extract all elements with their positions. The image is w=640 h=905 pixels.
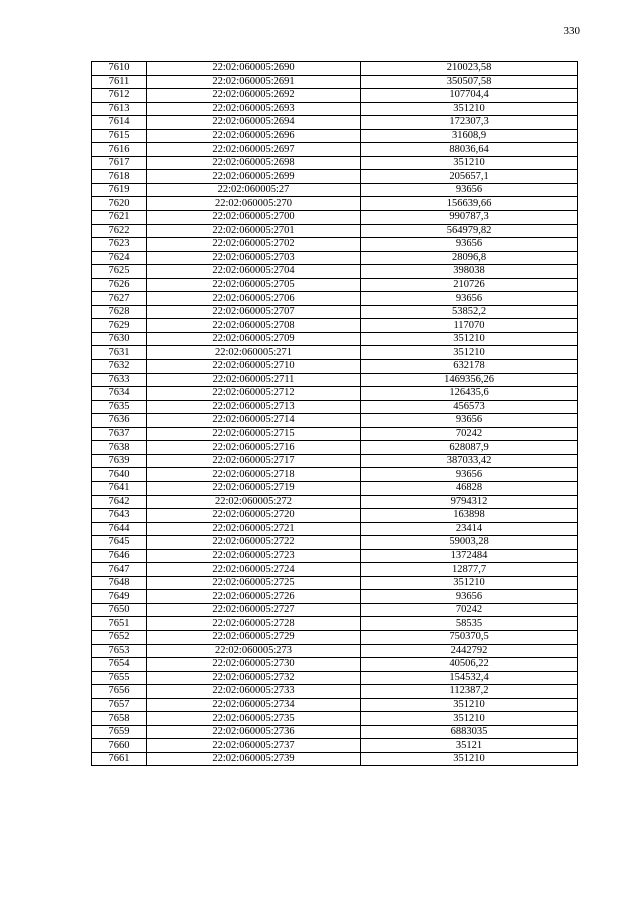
cadastral-number-cell: 22:02:060005:2732 (147, 671, 361, 685)
row-number-cell: 7611 (92, 75, 147, 89)
table-row (92, 658, 578, 672)
row-number-cell: 7628 (92, 305, 147, 319)
cadastral-number-cell: 22:02:060005:2727 (147, 603, 361, 617)
table-row (92, 305, 578, 319)
table-row (92, 563, 578, 577)
table-row (92, 265, 578, 279)
value-cell: 93656 (361, 468, 578, 482)
row-number-cell: 7614 (92, 116, 147, 130)
value-cell: 112387,2 (361, 685, 578, 699)
table-row (92, 522, 578, 536)
cadastral-number-cell: 22:02:060005:2699 (147, 170, 361, 184)
table-row (92, 468, 578, 482)
row-number-cell: 7623 (92, 238, 147, 252)
table-row (92, 644, 578, 658)
row-number-cell: 7653 (92, 644, 147, 658)
value-cell: 351210 (361, 346, 578, 360)
table-row (92, 454, 578, 468)
row-number-cell: 7619 (92, 183, 147, 197)
table-row (92, 576, 578, 590)
value-cell: 59003,28 (361, 536, 578, 550)
table-row (92, 630, 578, 644)
value-cell: 351210 (361, 102, 578, 116)
cadastral-number-cell: 22:02:060005:2719 (147, 481, 361, 495)
table-row (92, 441, 578, 455)
row-number-cell: 7655 (92, 671, 147, 685)
cadastral-number-cell: 22:02:060005:2736 (147, 725, 361, 739)
cadastral-number-cell: 22:02:060005:272 (147, 495, 361, 509)
cadastral-number-cell: 22:02:060005:2710 (147, 360, 361, 374)
cadastral-number-cell: 22:02:060005:2694 (147, 116, 361, 130)
cadastral-number-cell: 22:02:060005:2724 (147, 563, 361, 577)
cadastral-number-cell: 22:02:060005:2729 (147, 630, 361, 644)
value-cell: 564979,82 (361, 224, 578, 238)
cadastral-number-cell: 22:02:060005:2734 (147, 698, 361, 712)
row-number-cell: 7657 (92, 698, 147, 712)
value-cell: 126435,6 (361, 387, 578, 401)
table-row (92, 183, 578, 197)
table-row (92, 712, 578, 726)
cadastral-number-cell: 22:02:060005:2693 (147, 102, 361, 116)
row-number-cell: 7659 (92, 725, 147, 739)
row-number-cell: 7661 (92, 752, 147, 766)
row-number-cell: 7641 (92, 481, 147, 495)
cadastral-number-cell: 22:02:060005:2714 (147, 414, 361, 428)
row-number-cell: 7631 (92, 346, 147, 360)
table-row (92, 617, 578, 631)
page-number: 330 (563, 25, 580, 37)
table-row (92, 75, 578, 89)
cadastral-number-cell: 22:02:060005:2690 (147, 62, 361, 76)
value-cell: 40506,22 (361, 658, 578, 672)
value-cell: 398038 (361, 265, 578, 279)
table-row (92, 332, 578, 346)
cadastral-number-cell: 22:02:060005:270 (147, 197, 361, 211)
row-number-cell: 7612 (92, 89, 147, 103)
value-cell: 93656 (361, 292, 578, 306)
value-cell: 70242 (361, 603, 578, 617)
table-row (92, 387, 578, 401)
value-cell: 351210 (361, 156, 578, 170)
cadastral-number-cell: 22:02:060005:2703 (147, 251, 361, 265)
row-number-cell: 7625 (92, 265, 147, 279)
cadastral-number-cell: 22:02:060005:2717 (147, 454, 361, 468)
cadastral-number-cell: 22:02:060005:2691 (147, 75, 361, 89)
cadastral-number-cell: 22:02:060005:2704 (147, 265, 361, 279)
value-cell: 632178 (361, 360, 578, 374)
cadastral-number-cell: 22:02:060005:2722 (147, 536, 361, 550)
cadastral-number-cell: 22:02:060005:2706 (147, 292, 361, 306)
row-number-cell: 7648 (92, 576, 147, 590)
value-cell: 351210 (361, 698, 578, 712)
cadastral-number-cell: 22:02:060005:2715 (147, 427, 361, 441)
row-number-cell: 7621 (92, 211, 147, 225)
value-cell: 210726 (361, 278, 578, 292)
table-row (92, 238, 578, 252)
value-cell: 1372484 (361, 549, 578, 563)
table-row (92, 427, 578, 441)
row-number-cell: 7632 (92, 360, 147, 374)
table-row (92, 129, 578, 143)
row-number-cell: 7644 (92, 522, 147, 536)
cadastral-number-cell: 22:02:060005:2697 (147, 143, 361, 157)
value-cell: 93656 (361, 183, 578, 197)
cadastral-number-cell: 22:02:060005:2728 (147, 617, 361, 631)
cadastral-number-cell: 22:02:060005:2733 (147, 685, 361, 699)
value-cell: 156639,66 (361, 197, 578, 211)
row-number-cell: 7650 (92, 603, 147, 617)
value-cell: 6883035 (361, 725, 578, 739)
table-row (92, 509, 578, 523)
row-number-cell: 7616 (92, 143, 147, 157)
table-row (92, 360, 578, 374)
cadastral-number-cell: 22:02:060005:27 (147, 183, 361, 197)
table-row (92, 603, 578, 617)
row-number-cell: 7610 (92, 62, 147, 76)
cadastral-number-cell: 22:02:060005:2720 (147, 509, 361, 523)
row-number-cell: 7658 (92, 712, 147, 726)
row-number-cell: 7629 (92, 319, 147, 333)
value-cell: 456573 (361, 400, 578, 414)
row-number-cell: 7636 (92, 414, 147, 428)
cadastral-number-cell: 22:02:060005:2713 (147, 400, 361, 414)
cadastral-number-cell: 22:02:060005:271 (147, 346, 361, 360)
table-row (92, 373, 578, 387)
cadastral-number-cell: 22:02:060005:2707 (147, 305, 361, 319)
value-cell: 750370,5 (361, 630, 578, 644)
cadastral-number-cell: 22:02:060005:2708 (147, 319, 361, 333)
cadastral-number-cell: 22:02:060005:2716 (147, 441, 361, 455)
row-number-cell: 7656 (92, 685, 147, 699)
cadastral-number-cell: 22:02:060005:2718 (147, 468, 361, 482)
row-number-cell: 7652 (92, 630, 147, 644)
table-row (92, 116, 578, 130)
row-number-cell: 7630 (92, 332, 147, 346)
table-row (92, 170, 578, 184)
value-cell: 205657,1 (361, 170, 578, 184)
cadastral-number-cell: 22:02:060005:2698 (147, 156, 361, 170)
table-row (92, 156, 578, 170)
table-row (92, 400, 578, 414)
cadastral-number-cell: 22:02:060005:2726 (147, 590, 361, 604)
row-number-cell: 7622 (92, 224, 147, 238)
cadastral-number-cell: 22:02:060005:2737 (147, 739, 361, 753)
row-number-cell: 7645 (92, 536, 147, 550)
value-cell: 23414 (361, 522, 578, 536)
table-row (92, 481, 578, 495)
value-cell: 53852,2 (361, 305, 578, 319)
cadastral-number-cell: 22:02:060005:2721 (147, 522, 361, 536)
value-cell: 163898 (361, 509, 578, 523)
cadastral-number-cell: 22:02:060005:2725 (147, 576, 361, 590)
value-cell: 1469356,26 (361, 373, 578, 387)
table-row (92, 685, 578, 699)
cadastral-number-cell: 22:02:060005:2730 (147, 658, 361, 672)
value-cell: 351210 (361, 332, 578, 346)
value-cell: 70242 (361, 427, 578, 441)
row-number-cell: 7635 (92, 400, 147, 414)
table-row (92, 143, 578, 157)
row-number-cell: 7627 (92, 292, 147, 306)
value-cell: 31608,9 (361, 129, 578, 143)
value-cell: 210023,58 (361, 62, 578, 76)
table-row (92, 224, 578, 238)
cadastral-number-cell: 22:02:060005:2711 (147, 373, 361, 387)
row-number-cell: 7634 (92, 387, 147, 401)
value-cell: 46828 (361, 481, 578, 495)
table-row (92, 739, 578, 753)
cadastral-number-cell: 22:02:060005:2702 (147, 238, 361, 252)
row-number-cell: 7640 (92, 468, 147, 482)
value-cell: 387033,42 (361, 454, 578, 468)
table-row (92, 251, 578, 265)
table-row (92, 89, 578, 103)
value-cell: 350507,58 (361, 75, 578, 89)
table-row (92, 698, 578, 712)
row-number-cell: 7613 (92, 102, 147, 116)
row-number-cell: 7624 (92, 251, 147, 265)
row-number-cell: 7643 (92, 509, 147, 523)
table-row (92, 292, 578, 306)
row-number-cell: 7649 (92, 590, 147, 604)
value-cell: 990787,3 (361, 211, 578, 225)
cadastral-number-cell: 22:02:060005:2696 (147, 129, 361, 143)
cadastral-number-cell: 22:02:060005:2692 (147, 89, 361, 103)
value-cell: 107704,4 (361, 89, 578, 103)
table-row (92, 102, 578, 116)
value-cell: 35121 (361, 739, 578, 753)
table-row (92, 278, 578, 292)
row-number-cell: 7638 (92, 441, 147, 455)
row-number-cell: 7617 (92, 156, 147, 170)
value-cell: 93656 (361, 590, 578, 604)
cadastral-number-cell: 22:02:060005:2735 (147, 712, 361, 726)
value-cell: 88036,64 (361, 143, 578, 157)
value-cell: 628087,9 (361, 441, 578, 455)
row-number-cell: 7615 (92, 129, 147, 143)
value-cell: 58535 (361, 617, 578, 631)
cadastral-number-cell: 22:02:060005:2705 (147, 278, 361, 292)
value-cell: 117070 (361, 319, 578, 333)
table-row (92, 197, 578, 211)
value-cell: 2442792 (361, 644, 578, 658)
data-table (91, 61, 578, 766)
table-row (92, 319, 578, 333)
row-number-cell: 7618 (92, 170, 147, 184)
table-row (92, 725, 578, 739)
table-body (92, 62, 578, 766)
table-row (92, 414, 578, 428)
value-cell: 351210 (361, 576, 578, 590)
table-row (92, 549, 578, 563)
row-number-cell: 7626 (92, 278, 147, 292)
row-number-cell: 7646 (92, 549, 147, 563)
table-row (92, 752, 578, 766)
row-number-cell: 7637 (92, 427, 147, 441)
cadastral-number-cell: 22:02:060005:2739 (147, 752, 361, 766)
row-number-cell: 7647 (92, 563, 147, 577)
cadastral-number-cell: 22:02:060005:2700 (147, 211, 361, 225)
table-row (92, 62, 578, 76)
row-number-cell: 7651 (92, 617, 147, 631)
table-row (92, 671, 578, 685)
table-row (92, 495, 578, 509)
value-cell: 28096,8 (361, 251, 578, 265)
cadastral-number-cell: 22:02:060005:2723 (147, 549, 361, 563)
cadastral-number-cell: 22:02:060005:2701 (147, 224, 361, 238)
table-row (92, 211, 578, 225)
value-cell: 9794312 (361, 495, 578, 509)
row-number-cell: 7642 (92, 495, 147, 509)
value-cell: 93656 (361, 414, 578, 428)
table-row (92, 536, 578, 550)
row-number-cell: 7654 (92, 658, 147, 672)
value-cell: 172307,3 (361, 116, 578, 130)
value-cell: 93656 (361, 238, 578, 252)
value-cell: 12877,7 (361, 563, 578, 577)
value-cell: 351210 (361, 752, 578, 766)
row-number-cell: 7620 (92, 197, 147, 211)
cadastral-number-cell: 22:02:060005:2712 (147, 387, 361, 401)
table-row (92, 590, 578, 604)
cadastral-number-cell: 22:02:060005:2709 (147, 332, 361, 346)
cadastral-number-cell: 22:02:060005:273 (147, 644, 361, 658)
table-row (92, 346, 578, 360)
row-number-cell: 7660 (92, 739, 147, 753)
value-cell: 154532,4 (361, 671, 578, 685)
row-number-cell: 7639 (92, 454, 147, 468)
row-number-cell: 7633 (92, 373, 147, 387)
value-cell: 351210 (361, 712, 578, 726)
